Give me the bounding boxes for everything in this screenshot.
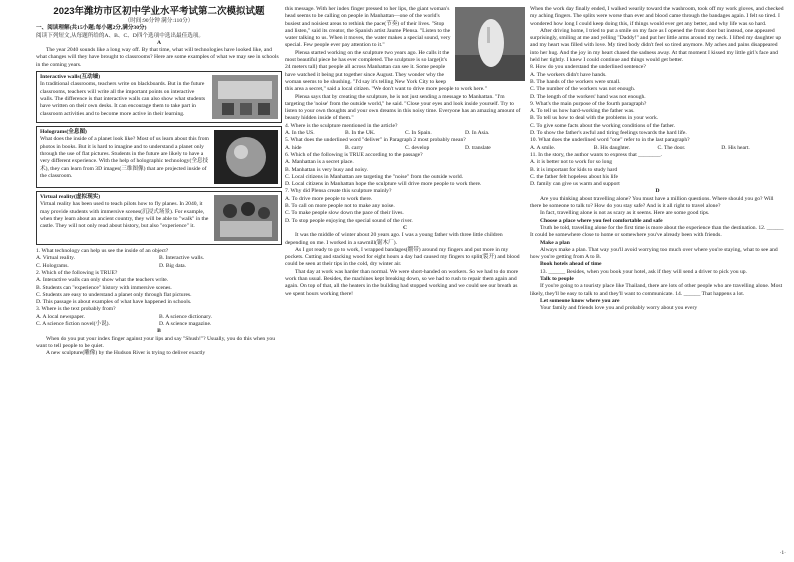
- option: B. To tell us how to deal with the problems in your work.: [530, 115, 659, 122]
- passage-d-paragraph: In fact, travelling alone is not as scary as it seems. Here are some good tips.: [540, 210, 710, 217]
- option: C. In Spain.: [405, 130, 432, 137]
- option: B. In the UK.: [345, 130, 376, 137]
- info-box-interactive-walls: [36, 71, 282, 123]
- option: C. develop: [405, 144, 430, 151]
- passage-c-paragraph: After driving home, I tried to put a smile on my face as I opened the front door but instead, one appeared surprisingly, smiling at me and yelling "Daddy!" and put her little arms around my neck. I lifted my daughter up and my heart was filled with love. My tired body didn't feel so tired anymore. My aches and pains disappeared into her hug. And the joy in my heart chased the sadness away. At that moment I kissed my little girl's face and held her tightly. I knew I could continue and things would get better.: [530, 27, 782, 64]
- box-heading: Interactive walls(互动墙): [40, 74, 101, 81]
- option: A. A local newspaper.: [36, 313, 85, 320]
- option: C. The door.: [657, 144, 686, 151]
- question-10-options: [530, 145, 785, 152]
- box-text: What does the inside of a planet look like? Most of us learn about this from photos in books. But it is hard to imagine and to understand a planet only through the use of flat pictures. Students in the future are likely to have a very different experience. With the help of holographic technology(全息技术), they can learn from 3D images(三维图像) that are projected inside of the classroom.: [40, 136, 209, 179]
- option: B. it is important for kids to study hard: [530, 166, 618, 173]
- option: A. A smile.: [530, 144, 556, 151]
- option: B. The hands of the workers were small.: [530, 78, 621, 85]
- passage-b-paragraph: Plensa started working on the sculpture two years ago. He calls it the most beautiful piece he has ever completed. The sculpture is so large(it's 24 meters tall) that people all across Manhattan can see it. Some people have watched it being put together since August. They wonder why the woman seems to be shushing. "I'd say it's telling New York City to keep this area a secret," said a local citizen. "We don't want to drive more people to work here.": [285, 49, 487, 93]
- question-2: 2. Which of the following is TRUE?: [36, 269, 118, 276]
- passage-d-letter: D: [655, 188, 660, 195]
- option: B. carry: [345, 144, 364, 151]
- exam-title: 2023年潍坊市区初中学业水平考试第二次模拟试题: [53, 6, 265, 17]
- box-text: Virtual reality has been used to teach pilots how to fly planes. In 2040, it may provide students with immersive scenes(沉浸式场景). For example, when they learn about an ancient country, they will be able to "walk" in the castle. They will not only read about history, but also "experience" it.: [40, 201, 209, 230]
- option: A. it is better not to work for so long: [530, 159, 613, 166]
- passage-d-subheading: Choose a place where you feel comfortable and safe: [540, 217, 663, 224]
- option: D. To show the father's awful and tiring feelings towards the hard life.: [530, 130, 687, 137]
- box-text: In traditional classrooms, teachers write on blackboards. But in the future classrooms, teachers will write all the important points on interactive walls. The difference is that interactive walls can also show what students have written on their own desks. It can encourage them to take part in classroom activities and to become more active in their learning.: [40, 81, 206, 117]
- passage-c-paragraph: That day at work was harder than normal. We were short-handed on workers. So we had to do more work than usual. Besides, the machines kept breaking down, so we had to rush to repair them again and again. On top of that, all the heaters in the building had stopped working and we could see our breath as we spent hours working there!: [285, 268, 519, 297]
- option: C. To make people slow down the pace of their lives.: [285, 210, 404, 217]
- planet-hologram-icon: [214, 130, 278, 184]
- passage-b-paragraph: Plensa says that by creating the sculpture, he is not just sending a message to Manhattan. "I'm targeting the 'noise' from the outside world," he said. "Close your eyes and look inside yourself. Try to listen to your own thoughts and your own dreams in this noisy time. Everyone has an amazing amount of beauty hidden inside of them.": [285, 93, 521, 122]
- option: C. The number of the workers was not enough.: [530, 86, 636, 93]
- option: C. Local citizens in Manhattan are targeting the "noise" from the outside world.: [285, 173, 464, 180]
- option: A. Manhattan is a secret place.: [285, 159, 354, 166]
- question-10: 10. What does the underlined word "one" refer to in the last paragraph?: [530, 137, 690, 144]
- passage-d-paragraph: Your family and friends love you and probably worry about you every: [540, 305, 698, 312]
- option: D. The length of the workers' hand was not enough.: [530, 93, 646, 100]
- column-3: [530, 6, 785, 312]
- option: C. A science fiction novel(小说).: [36, 321, 110, 328]
- passage-c-paragraph: When the work day finally ended, I walked wearily toward the washroom, took off my work gloves, and checked my aching fingers. The splits were worse than ever and blood came through the bandages again. I felt so tired. I wondered how long I could keep doing this, if things would ever get any better, and why life was so hard.: [530, 6, 784, 27]
- info-box-virtual-reality: [36, 191, 282, 245]
- passage-d-subheading: Make a plan: [540, 239, 570, 246]
- section-heading: 一、阅读理解(共15小题;每小题2分,满分30分): [36, 25, 147, 32]
- question-7: 7. Why did Plensa create this sculpture mainly?: [285, 188, 392, 195]
- passage-d-paragraph: 13. ______ Besides, when you book your hotel, ask if they will send a driver to pick you up.: [540, 268, 747, 275]
- option: A. To drive more people to work there.: [285, 195, 373, 202]
- passage-d-paragraph: Truth be told, travelling alone for the first time is more about the experience than the destination. 12. ______ It could be somewhere close to home or somewhere you've already been with friends.: [530, 224, 784, 239]
- passage-a-letter: A: [156, 39, 162, 46]
- option: B. To call on more people not to make any noise.: [285, 203, 395, 210]
- passage-d-paragraph: Are you thinking about travelling alone? You must have a million questions. Where should you go? Will there be someone to talk to? How do you stay safe? And is it all right to travel alone?: [530, 195, 774, 210]
- question-4-options: [285, 130, 525, 137]
- vr-students-photo-icon: [214, 195, 278, 241]
- option: A. To tell us how hard-working the father was.: [530, 108, 635, 115]
- option: A. Interactive walls can only show what the teachers write.: [36, 277, 169, 284]
- passage-c-paragraph: It was the middle of winter about 20 years ago. I was a young father with three little children depending on me. I worked in a sawmill(锯木厂).: [285, 232, 503, 246]
- box-heading: Virtual reality(虚拟现实): [40, 194, 101, 201]
- option: B. Interactive walls.: [159, 255, 205, 262]
- box-heading: Holograms(全息图): [40, 129, 87, 136]
- option: D. In Asia.: [465, 130, 490, 137]
- option: C. the father felt hopeless about his life: [530, 173, 618, 180]
- option: C. Holograms.: [36, 262, 69, 269]
- classroom-photo-icon: [212, 75, 278, 119]
- question-1: 1. What technology can help us see the inside of an object?: [36, 248, 169, 255]
- passage-d-paragraph: If you're going to a touristy place like Thailand, there are lots of other people who are travelling alone. Most likely, they'll be easy to talk to and they'll want to communicate. 14. ______ That happens a lot.: [530, 283, 783, 297]
- column-2: [285, 6, 525, 298]
- question-5-options: [285, 145, 525, 152]
- option: B. A science dictionary.: [159, 313, 212, 320]
- option: A. The workers didn't have hands.: [530, 71, 607, 78]
- passage-b-paragraph: When do you put your index finger against your lips and say "Shush!"? Usually, you do this when you want to tell people to be quiet.: [36, 335, 276, 349]
- column-1: [36, 6, 282, 358]
- page-number: ·1·: [779, 550, 786, 556]
- passage-d-subheading: Let someone know where you are: [540, 297, 620, 304]
- question-3: 3. Where is the text probably from?: [36, 306, 116, 313]
- question-1-options: [36, 255, 282, 270]
- info-box-holograms: [36, 126, 282, 188]
- option: D. This passage is about examples of what have happened in schools.: [36, 299, 192, 306]
- option: D. Local citizens in Manhattan hope the sculpture will drive more people to work there.: [285, 181, 482, 188]
- passage-a-intro: The year 2040 sounds like a long way off. By that time, what will technologies have looked like, and what changes will they have brought to classrooms? Here are some examples of what we may see in schools in the coming years.: [36, 47, 279, 68]
- question-5: 5. What does the underlined word "deliver" in Paragraph 2 most probably mean?: [285, 137, 466, 144]
- option: B. Manhattan is very busy and noisy.: [285, 166, 368, 173]
- option: B. Students can "experience" history with immersive scenes.: [36, 284, 172, 291]
- question-6: 6. Which of the following is TRUE according to the passage?: [285, 151, 423, 158]
- option: C. To give some facts about the working conditions of the father.: [530, 122, 676, 129]
- option: D. Big data.: [159, 262, 187, 269]
- exam-meta: （时间:90分钟 满分:110分）: [124, 18, 194, 24]
- question-4: 4. Where is the sculpture mentioned in the article?: [285, 122, 398, 129]
- passage-d-subheading: Talk to people: [540, 275, 574, 282]
- passage-d-subheading: Book hotels ahead of time: [540, 261, 602, 268]
- passage-b-letter: B: [157, 328, 161, 335]
- option: A. In the US.: [285, 130, 315, 137]
- option: C. Students are easy to understand a planet only through flat pictures.: [36, 291, 192, 298]
- option: B. His daughter.: [593, 144, 631, 151]
- passage-b-paragraph: A new sculpture(雕像) by the Hudson River is trying to deliver exactly: [46, 350, 206, 357]
- passage-c-letter: C: [402, 224, 408, 231]
- option: D. His heart.: [721, 144, 750, 151]
- question-3-options: [36, 314, 282, 329]
- passage-d-paragraph: Always make a plan. That way you'll avoid worrying too much over where you're staying, what to see and how you're getting from A to B.: [530, 246, 778, 261]
- option: D. To stop people enjoying the special sound of the river.: [285, 217, 413, 224]
- passage-b-paragraph: this message. With her index finger pressed to her lips, the giant woman's head seems to be calling on people in Manhattan—one of the world's busiest and noisiest areas to rethink the pace(节奏) of their lives. "Stop and listen," said its creator, the Spanish artist Jaume Plensa. "Listen to the water talking to us. When it moves, the water makes a special sound, very special. Few people ever pay attention to it.": [285, 6, 451, 49]
- option: D. translate: [465, 144, 491, 151]
- question-9: 9. What's the main purpose of the fourth paragraph?: [530, 100, 647, 107]
- option: D. A science magazine.: [159, 321, 212, 328]
- question-8: 8. How do you understand the underlined sentence?: [530, 64, 646, 71]
- section-instruction: 阅读下列短文,从每题所给的A、B、C、D四个选项中选出最佳选项。: [36, 32, 204, 39]
- option: D. family can give us warm and support: [530, 181, 620, 188]
- sculpture-photo-icon: [455, 7, 525, 81]
- question-11: 11. In the story, the author wants to express that ________.: [530, 151, 662, 158]
- option: A. Virtual reality.: [36, 255, 75, 262]
- passage-c-paragraph: As I got ready to go to work, I wrapped bandages(绷带) around my fingers and put more in my pockets. Cutting and stacking wood for eight hours a day had caused my fingers to split(裂开) and blood could be seen at their tips in the cold, dry winter air.: [285, 246, 520, 268]
- option: A. hide: [285, 144, 302, 151]
